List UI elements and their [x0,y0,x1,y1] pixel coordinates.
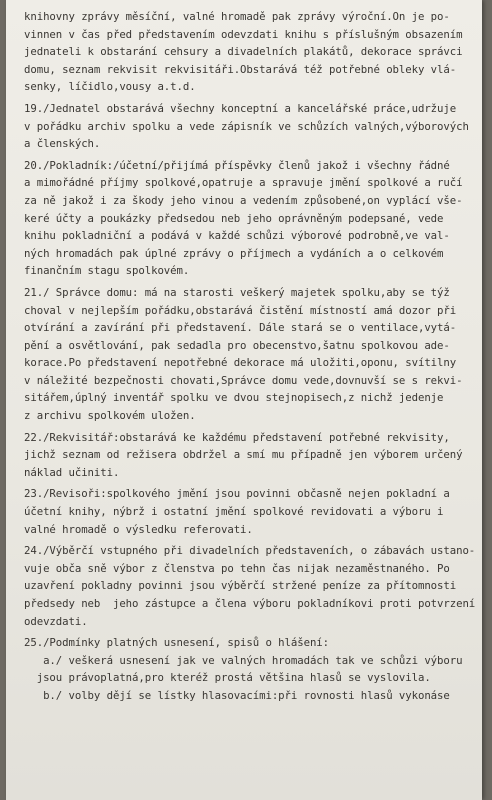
text-line: 21./ Správce domu: má na starosti veškerý majetek spolku,aby se týž [24,285,450,299]
text-line: vuje obča sně výbor z členstva po tehn čas nijak nezaměstnaného. Po [24,561,450,575]
text-line: senky, líčidlo,vousy a.t.d. [24,80,196,94]
text-line: uzavření pokladny povinni jsou výběrčí stržené peníze za přítomnosti [24,579,457,593]
text-line: sitářem,úplný inventář spolku ve dvou stejnopisech,z nichž jedenje [24,391,444,405]
text-line: domu, seznam rekvisit rekvisitáři.Obstarává též potřebné obleky vlá- [24,62,457,76]
text-line: korace.Po představení nepotřebné dekorace má uložiti,oponu, svítilny [24,356,457,370]
document-page [6,0,482,800]
paragraph-p18-cont [24,8,469,96]
text-line: ných hromadách pak úplné zprávy o příjmech a vydáních a o celkovém [24,246,444,260]
paragraph-p19 [24,100,469,153]
text-line: 20./Pokladník:/účetní/přijímá příspěvky členů jakož i všechny řádné [24,158,450,172]
text-line: finančním stagu spolkovém. [24,264,190,278]
text-line: a členských. [24,137,101,151]
paragraph-p24 [24,542,476,630]
paragraph-p25 [24,634,469,704]
paragraph-p21 [24,284,469,425]
text-line: předsedy neb jeho zástupce a člena výboru pokladníkovi proti potvrzení [24,597,476,610]
text-line: 25./Podmínky platných usnesení, spisů o hlášení: [24,636,330,650]
document-text [24,8,476,705]
text-line: jichž seznam od režisera obdržel a smí mu případně jen výborem určený [24,448,463,462]
text-line: účetní knihy, nýbrž i ostatní jmění spolkové revidovati a výboru i [24,505,444,519]
text-line: náklad učiniti. [24,465,120,479]
text-line: 24./Výběrčí vstupného při divadelních představeních, o zábavách ustano- [24,544,476,558]
paragraph-p20 [24,157,469,280]
text-line: keré účty a poukázky předsedou neb jeho oprávněným podepsané, vede [24,211,444,225]
paragraph-p23 [24,485,469,538]
text-line: knihovny zprávy měsíční, valné hromadě pak zprávy výroční.On je po- [24,10,450,23]
paragraph-p22 [24,429,469,482]
text-line: choval v nejlepším pořádku,obstarává čistění místností amá dozor při [24,303,457,317]
text-line: pění a osvětlování, pak sedadla pro obecenstvo,šatnu spolkovou ade- [24,338,450,352]
text-line: a mimořádné příjmy spolkové,opatruje a spravuje jmění spolkové a ručí [24,176,463,190]
text-line: 23./Revisoři:spolkového jmění jsou povinni občasně nejen pokladní a [24,487,450,501]
text-line: v náležité bezpečnosti chovati,Správce domu vede,dovnuvší se s rekvi- [24,373,463,387]
text-line: b./ volby dějí se lístky hlasovacími:při rovnosti hlasů vykonáse [24,688,450,702]
text-line: z archivu spolkovém uložen. [24,409,196,423]
text-line: v pořádku archiv spolku a vede zápisník ve schůzích valných,výborových [24,119,469,133]
text-line: vinnen v čas před představením odevzdati knihu s příslušným obsazením [24,27,463,41]
text-line: knihu pokladniční a podává v každé schůzi výborové podrobně,ve val- [24,229,450,243]
text-line: jednateli k obstarání cehsury a divadelních plakátů, dekorace správci [24,45,463,59]
text-line: 19./Jednatel obstarává všechny konceptní a kancelářské práce,udržuje [24,101,457,115]
text-line: jsou právoplatná,pro kteréž prostá většina hlasů se vyslovila. [24,671,431,685]
text-line: otvírání a zavírání při představení. Dále stará se o ventilace,vytá- [24,321,457,335]
text-line: a./ veškerá usnesení jak ve valných hromadách tak ve schůzi výboru [24,653,463,667]
text-line: 22./Rekvisitář:obstarává ke každému představení potřebné rekvisity, [24,430,450,444]
text-line: za ně jakož i za škody jeho vinou a vedením způsobené,on vyplácí vše- [24,193,463,207]
text-line: odevzdati. [24,614,88,628]
text-line: valné hromadě o výsledku referovati. [24,522,253,536]
